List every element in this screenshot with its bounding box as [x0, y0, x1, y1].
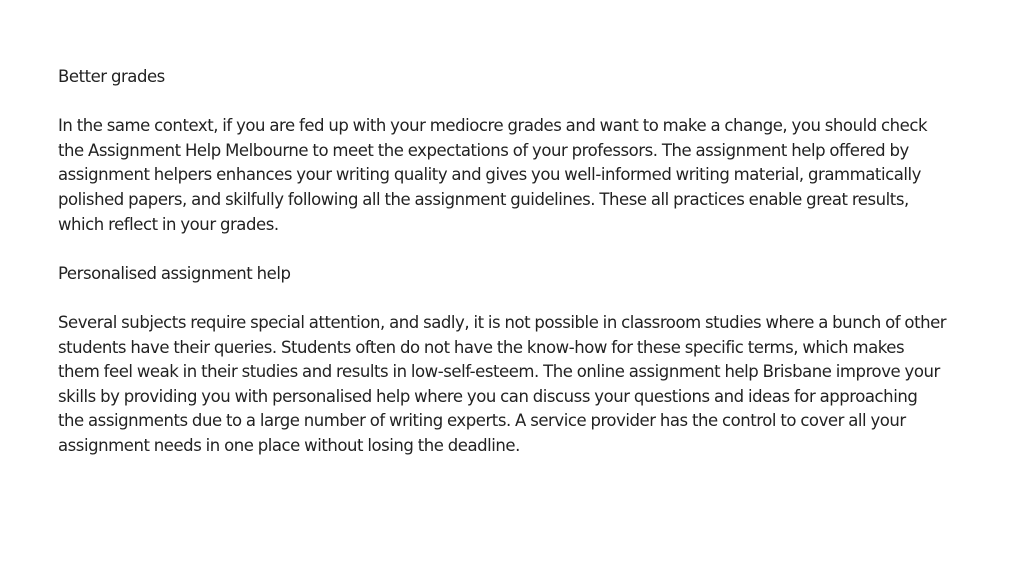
text-line: assignment helpers enhances your writing quality and gives you well-informed writing material, grammatically	[58, 165, 921, 185]
document-body	[58, 65, 970, 483]
text-line: the assignments due to a large number of writing experts. A service provider has the control to cover all your	[58, 411, 906, 431]
text-line: polished papers, and skilfully following all the assignment guidelines. These all practices enable great results,	[58, 189, 909, 209]
text-line: them feel weak in their studies and results in low-self-esteem. The online assignment help Brisbane improve your	[58, 362, 940, 382]
paragraph-personalised-help	[58, 311, 970, 459]
text-line: assignment needs in one place without losing the deadline.	[58, 435, 520, 455]
text-line: Several subjects require special attention, and sadly, it is not possible in classroom studies where a bunch of other	[58, 312, 947, 332]
text-line: In the same context, if you are fed up with your mediocre grades and want to make a change, you should check	[58, 116, 928, 136]
section-heading-personalised-help: Personalised assignment help	[58, 263, 291, 283]
text-line: students have their queries. Students often do not have the know-how for these specific terms, which makes	[58, 337, 905, 357]
paragraph-better-grades	[58, 114, 970, 237]
text-line: the Assignment Help Melbourne to meet the expectations of your professors. The assignment help offered by	[58, 140, 909, 160]
text-line: skills by providing you with personalised help where you can discuss your questions and ideas for approaching	[58, 386, 918, 406]
section-heading-better-grades: Better grades	[58, 67, 165, 86]
text-line: which reflect in your grades.	[58, 214, 279, 234]
